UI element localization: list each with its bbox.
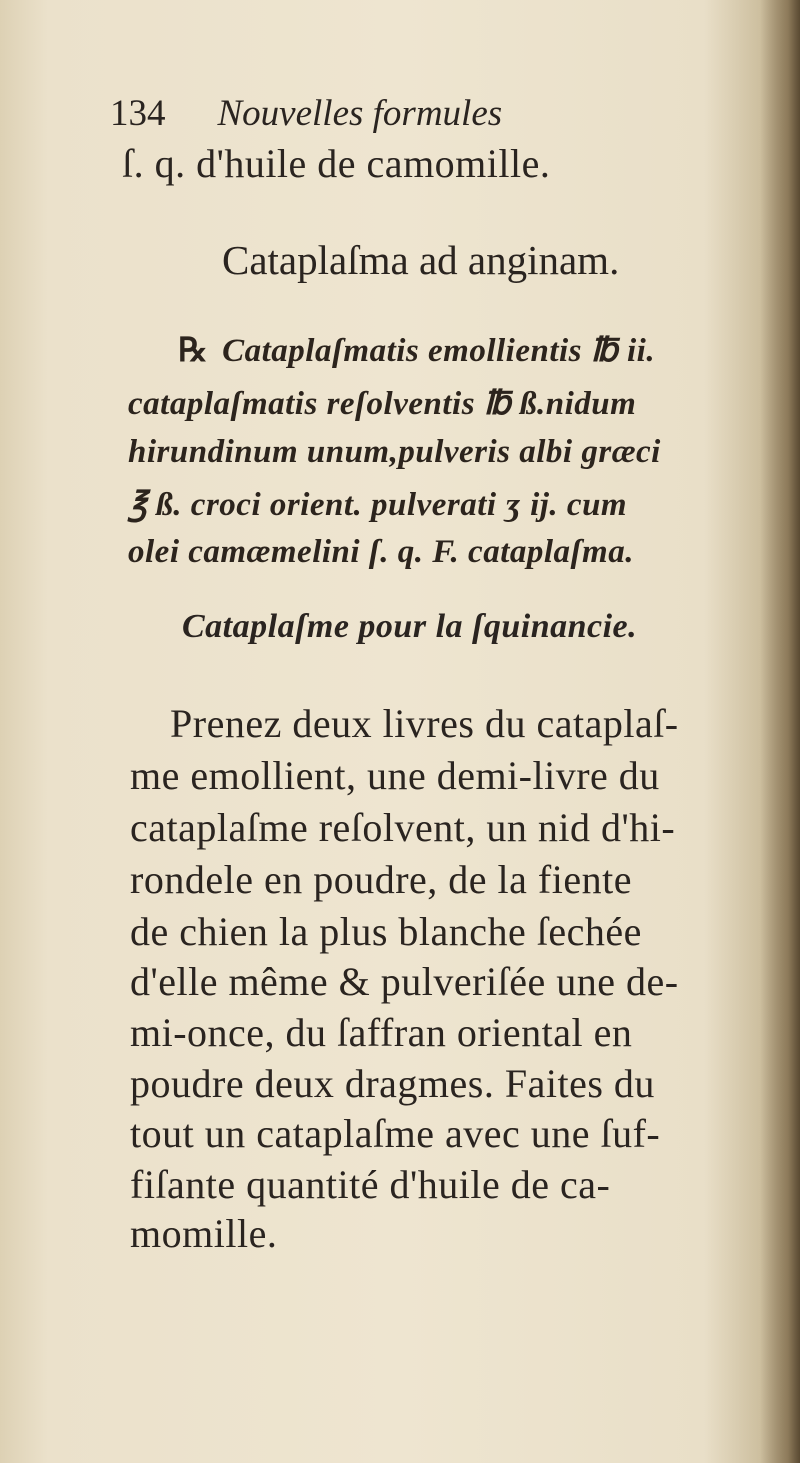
latin-line-text: Cataplaſmatis emollientis ℔ ii. bbox=[222, 333, 656, 369]
recipe-symbol: ℞ bbox=[178, 333, 209, 369]
french-line-2: me emollient, une demi-livre du bbox=[130, 753, 660, 798]
latin-line-2: cataplaſmatis reſolventis ℔ ß.nidum bbox=[128, 386, 637, 422]
french-line-4: rondele en poudre, de la fiente bbox=[130, 857, 632, 902]
latin-line-1 bbox=[178, 330, 655, 370]
french-line-11: momille. bbox=[130, 1211, 278, 1256]
page-number: 134 bbox=[110, 93, 166, 134]
french-line-7: mi-once, du ſaffran oriental en bbox=[130, 1010, 633, 1055]
continuation-line: ſ. q. d'huile de camomille. bbox=[122, 141, 551, 186]
latin-line-3: hirundinum unum,pulveris albi græci bbox=[128, 434, 661, 470]
french-line-6: d'elle même & pulveriſée une de- bbox=[130, 959, 679, 1004]
french-heading: Cataplaſme pour la ſquinancie. bbox=[182, 608, 638, 645]
latin-heading: Cataplaſma ad anginam. bbox=[222, 237, 620, 283]
latin-line-5: olei camæmelini ſ. q. F. cataplaſma. bbox=[128, 534, 634, 570]
french-line-1: Prenez deux livres du cataplaſ- bbox=[170, 701, 679, 746]
french-line-3: cataplaſme reſolvent, un nid d'hi- bbox=[130, 805, 676, 850]
running-title: Nouvelles formules bbox=[217, 93, 503, 134]
latin-line-4: ℥ ß. croci orient. pulverati ʒ ij. cum bbox=[128, 487, 628, 523]
french-line-10: fiſante quantité d'huile de ca- bbox=[130, 1162, 611, 1207]
running-head bbox=[110, 92, 502, 135]
page-edge-shadow bbox=[760, 0, 800, 1463]
french-line-8: poudre deux dragmes. Faites du bbox=[130, 1061, 655, 1106]
french-line-9: tout un cataplaſme avec une ſuf- bbox=[130, 1111, 661, 1156]
french-line-5: de chien la plus blanche ſechée bbox=[130, 909, 642, 954]
